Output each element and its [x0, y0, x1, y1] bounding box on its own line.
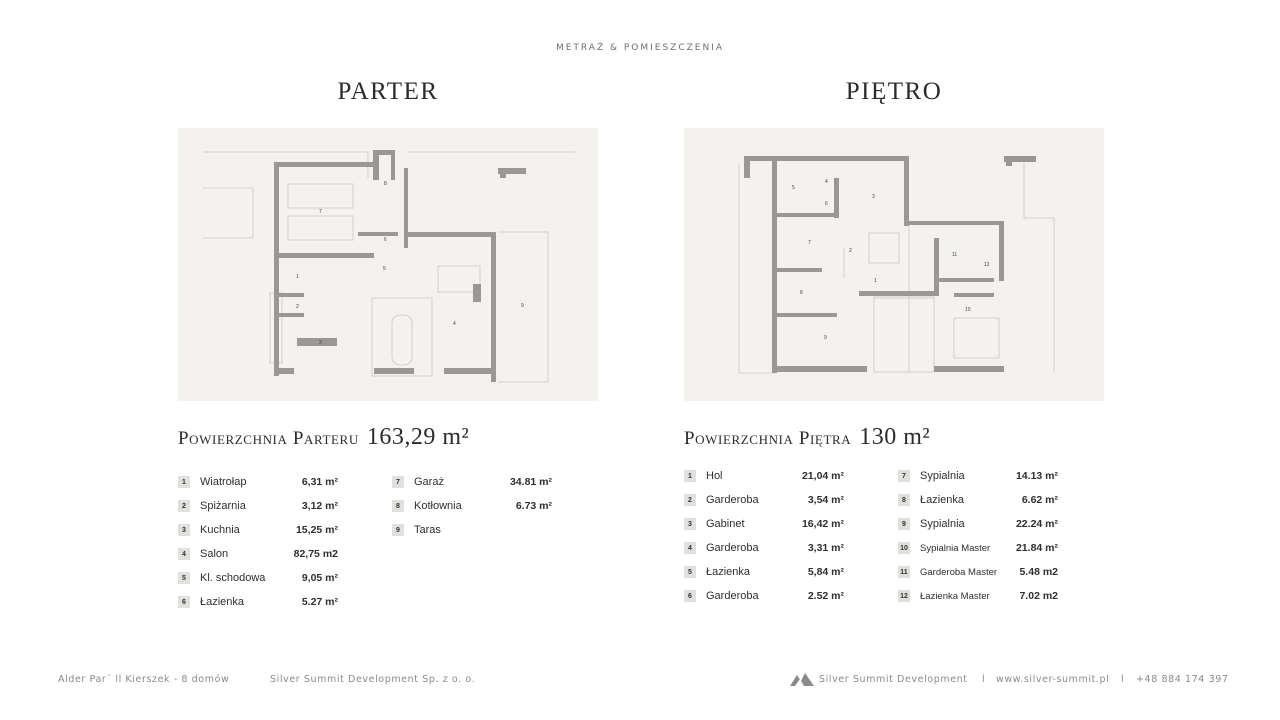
room-row: [178, 494, 338, 518]
room-row: [898, 464, 1058, 488]
room-number: 11: [898, 566, 910, 578]
section-eyebrow: METRAŻ & POMIESZCZENIA: [555, 43, 725, 53]
room-area: 21.84 m²: [1015, 542, 1058, 554]
room-number: 7: [392, 476, 404, 488]
pietro-area-line: [684, 424, 930, 451]
room-area: 34.81 m²: [509, 476, 552, 488]
room-area: 5.48 m2: [1019, 566, 1058, 578]
room-name: Łazienka: [920, 494, 965, 506]
room-area: 2.52 m²: [807, 590, 844, 602]
footer-website-link[interactable]: www.silver-summit.pl: [996, 674, 1110, 685]
room-number: 8: [898, 494, 910, 506]
parter-plan-label: 2: [296, 304, 299, 310]
pietro-floor-plan: [684, 128, 1104, 401]
room-row: [898, 536, 1058, 560]
room-name: Taras: [414, 524, 441, 536]
room-row: [178, 470, 338, 494]
room-number: 12: [898, 590, 910, 602]
room-row: [898, 512, 1058, 536]
footer-separator: l: [1121, 674, 1125, 685]
room-number: 9: [392, 524, 404, 536]
room-number: 6: [178, 596, 190, 608]
room-row: [684, 512, 844, 536]
room-name: Kl. schodowa: [200, 572, 266, 584]
parter-area-value: 163,29 m²: [366, 424, 470, 450]
room-area: 5.27 m²: [301, 596, 338, 608]
room-row: [178, 542, 338, 566]
footer-phone-link[interactable]: +48 884 174 397: [1136, 674, 1229, 685]
room-number: 1: [684, 470, 696, 482]
pietro-plan-label: 8: [800, 290, 803, 296]
room-area: 7.02 m2: [1019, 590, 1058, 602]
room-name: Spiżarnia: [200, 500, 246, 512]
room-row: [392, 494, 552, 518]
room-number: 3: [178, 524, 190, 536]
room-name: Garaż: [414, 476, 444, 488]
room-name: Kotłownia: [414, 500, 462, 512]
pietro-plan-label: 10: [965, 307, 971, 313]
room-name: Salon: [200, 548, 229, 560]
room-area: 6.73 m²: [515, 500, 552, 512]
pietro-plan-label: 7: [808, 240, 811, 246]
parter-plan-label: 7: [319, 209, 322, 215]
mountain-logo-icon: [790, 672, 814, 686]
pietro-title: PIĘTRO: [845, 78, 943, 105]
room-row: [178, 518, 338, 542]
room-row: [684, 560, 844, 584]
room-number: 9: [898, 518, 910, 530]
room-area: 3,31 m²: [807, 542, 844, 554]
room-number: 5: [178, 572, 190, 584]
parter-plan-label: 3: [319, 340, 322, 346]
parter-area-line: [178, 424, 469, 451]
pietro-plan-label: 5: [792, 185, 795, 191]
footer-brand: Silver Summit Development: [819, 674, 968, 685]
room-name: Sypialnia: [920, 518, 965, 530]
room-number: 2: [178, 500, 190, 512]
parter-title: PARTER: [337, 78, 439, 105]
room-name: Wiatrołap: [200, 476, 247, 488]
room-row: [684, 464, 844, 488]
room-row: [684, 488, 844, 512]
pietro-area-value: 130 m²: [859, 424, 931, 450]
room-name: Kuchnia: [200, 524, 240, 536]
room-area: 3,12 m²: [301, 500, 338, 512]
parter-plan-label: 4: [453, 321, 456, 327]
pietro-plan-label: 6: [825, 201, 828, 207]
pietro-plan-label: 2: [849, 248, 852, 254]
room-number: 6: [684, 590, 696, 602]
footer-project: Alder Par´ ll Kierszek - 8 domów: [58, 674, 230, 685]
room-number: 5: [684, 566, 696, 578]
room-number: 8: [392, 500, 404, 512]
footer-separator: l: [982, 674, 986, 685]
room-name: Łazienka: [200, 596, 245, 608]
pietro-plan-label: 11: [952, 252, 958, 258]
room-row: [178, 590, 338, 614]
room-area: 5,84 m²: [807, 566, 844, 578]
room-row: [392, 470, 552, 494]
pietro-plan-label: 3: [872, 194, 875, 200]
pietro-plan-label: 1: [874, 278, 877, 284]
footer-company: Silver Summit Development Sp. z o. o.: [270, 674, 476, 685]
room-name: Łazienka: [706, 566, 751, 578]
room-number: 1: [178, 476, 190, 488]
room-number: 4: [178, 548, 190, 560]
pietro-area-label: Powierzchnia Piętra: [684, 428, 852, 449]
room-row: [898, 560, 1058, 584]
parter-room-column-1: [178, 470, 338, 614]
room-name: Garderoba: [706, 494, 759, 506]
parter-plan-label: 5: [383, 266, 386, 272]
parter-plan-drawing: [178, 128, 598, 401]
room-area: 6,31 m²: [301, 476, 338, 488]
room-row: [898, 584, 1058, 608]
room-number: 10: [898, 542, 910, 554]
parter-plan-label: 9: [521, 303, 524, 309]
parter-plan-label: 1: [296, 274, 299, 280]
pietro-room-column-1: [684, 464, 844, 608]
room-number: 2: [684, 494, 696, 506]
room-name: Sypialnia Master: [920, 542, 991, 554]
pietro-plan-label: 12: [984, 262, 990, 268]
room-area: 3,54 m²: [807, 494, 844, 506]
room-area: 15,25 m²: [295, 524, 338, 536]
room-number: 3: [684, 518, 696, 530]
room-name: Garderoba: [706, 542, 759, 554]
room-number: 4: [684, 542, 696, 554]
room-area: 9,05 m²: [301, 572, 338, 584]
room-name: Gabinet: [706, 518, 745, 530]
room-name: Garderoba Master: [920, 566, 998, 578]
pietro-plan-label: 9: [824, 335, 827, 341]
room-area: 6.62 m²: [1021, 494, 1058, 506]
room-number: 7: [898, 470, 910, 482]
parter-area-label: Powierzchnia Parteru: [178, 428, 359, 449]
room-row: [684, 536, 844, 560]
pietro-plan-drawing: [684, 128, 1104, 401]
room-area: 22.24 m²: [1015, 518, 1058, 530]
parter-room-column-2: [392, 470, 552, 542]
room-name: Łazienka Master: [920, 590, 990, 602]
room-name: Hol: [706, 470, 723, 482]
pietro-room-column-2: [898, 464, 1058, 608]
parter-plan-label: 6: [384, 237, 387, 243]
room-row: [898, 488, 1058, 512]
pietro-plan-label: 4: [825, 179, 828, 185]
room-row: [178, 566, 338, 590]
room-area: 21,04 m²: [801, 470, 844, 482]
room-area: 14.13 m²: [1015, 470, 1058, 482]
parter-plan-label: 8: [384, 181, 387, 187]
room-row: [392, 518, 552, 542]
room-name: Sypialnia: [920, 470, 965, 482]
room-area: 16,42 m²: [801, 518, 844, 530]
room-row: [684, 584, 844, 608]
parter-floor-plan: [178, 128, 598, 401]
room-name: Garderoba: [706, 590, 759, 602]
room-area: 82,75 m2: [293, 548, 338, 560]
